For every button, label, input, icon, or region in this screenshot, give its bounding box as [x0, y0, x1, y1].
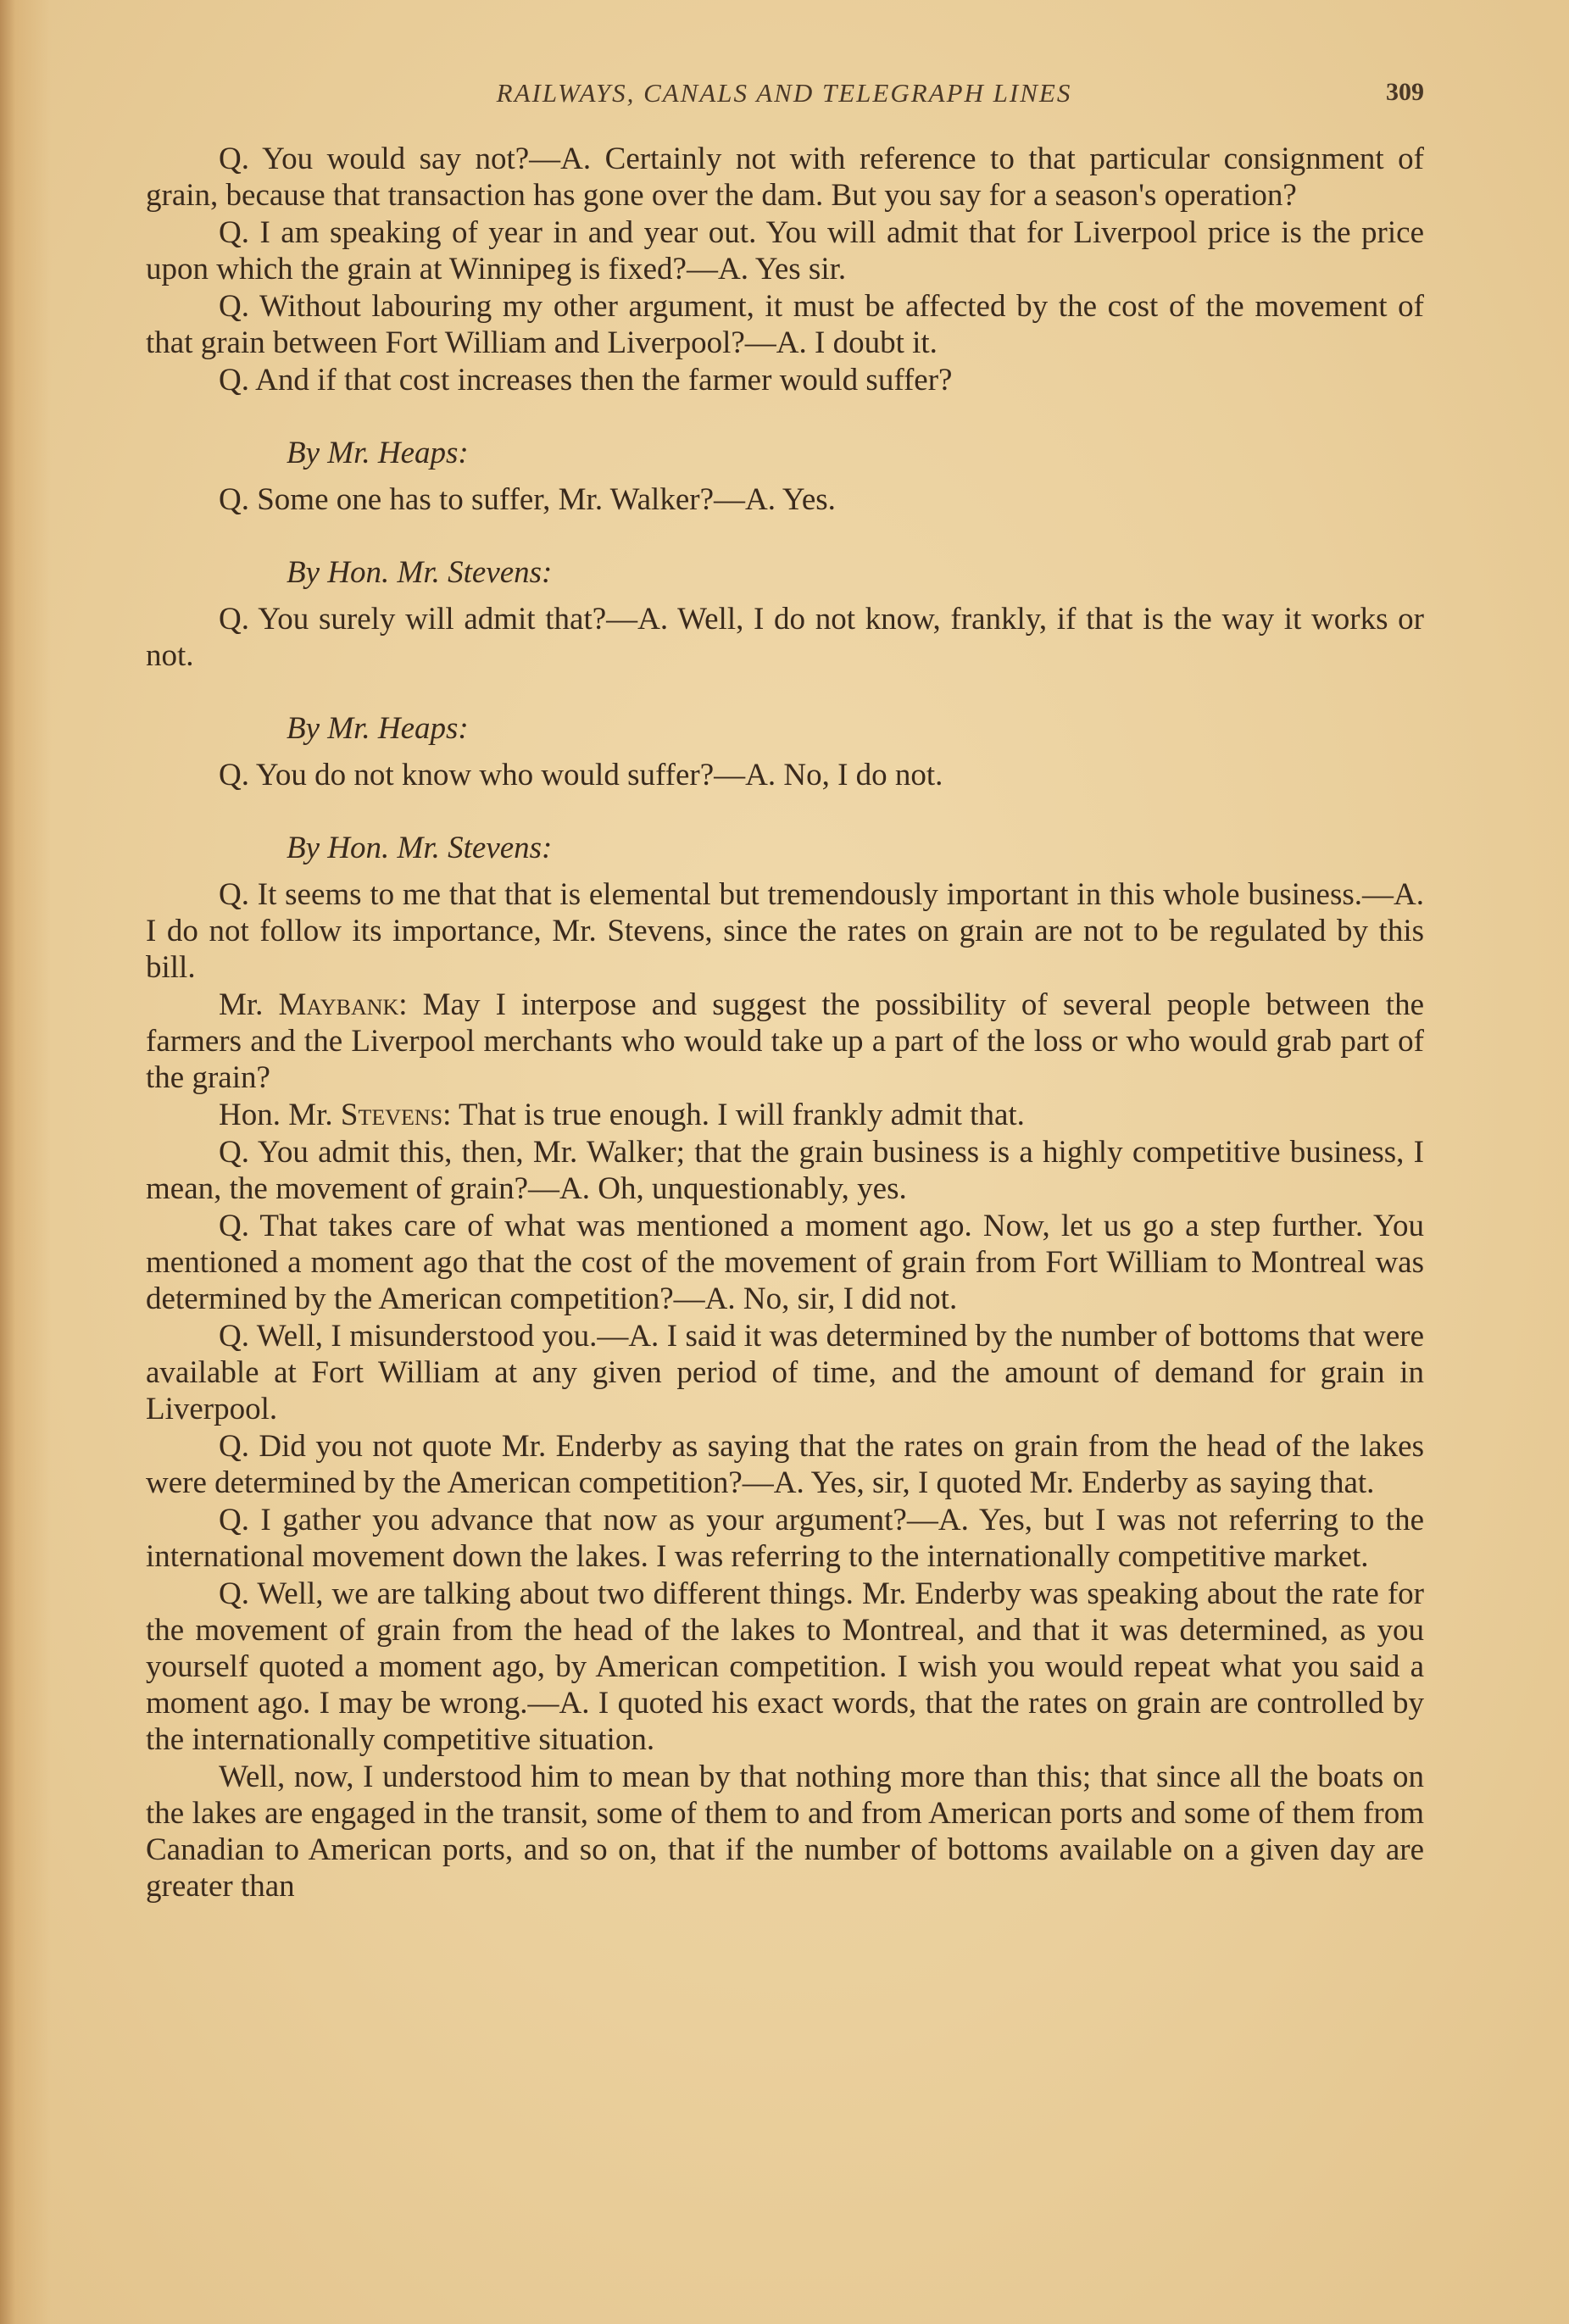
paragraph: [146, 1318, 1424, 1427]
paragraph-text: Q. Well, I misunderstood you.—A. I said it was determined by the number of bottoms that were available at Fort William at any given period of time, and the amount of demand for grain in Liverpool.: [146, 1319, 1424, 1426]
paragraph: [146, 1428, 1424, 1501]
paragraph: [146, 481, 1424, 518]
speaker-paragraph: [146, 1097, 1424, 1133]
paragraph-text: Q. You would say not?—A. Certainly not with reference to that particular consignment of grain, because that transaction has gone over the dam. But you say for a season's operation?: [146, 142, 1424, 213]
paragraph: [146, 876, 1424, 986]
speaker-name: Stevens: [340, 1098, 443, 1132]
paragraph: [146, 1759, 1424, 1904]
speaker-paragraph: [146, 987, 1424, 1096]
paragraph-text: Q. I gather you advance that now as your argument?—A. Yes, but I was not referring to the international movement down the lakes. I was referring to the internationally competitive market.: [146, 1503, 1424, 1574]
paragraph-text: : May I interpose and suggest the possibility of several people between the farmers and the Liverpool merchants who would take up a part of the loss or who would grab part of the grain?: [146, 987, 1424, 1095]
running-title: RAILWAYS, CANALS AND TELEGRAPH LINES: [496, 78, 1072, 108]
speaker-heading: By Mr. Heaps:: [287, 436, 469, 470]
paragraph-text: Q. That takes care of what was mentioned a moment ago. Now, let us go a step further. You mentioned a moment ago that the cost of the movement of grain from Fort William to Montreal was determined by the American competition?—A. No, sir, I did not.: [146, 1209, 1424, 1316]
paragraph: [146, 288, 1424, 361]
paragraph-text: Q. I am speaking of year in and year out. You will admit that for Liverpool price is the price upon which the grain at Winnipeg is fixed?—A. Yes sir.: [146, 215, 1424, 286]
paragraph-text: Q. Well, we are talking about two different things. Mr. Enderby was speaking about the rate for the movement of grain from the head of the lakes to Montreal, and that it was determined, as you yourself quoted a moment ago, by American competition. I wish you would repeat what you said a moment ago. I may be wrong.—A. I quoted his exact words, that the rates on grain are controlled by the internationally competitive situation.: [146, 1576, 1424, 1757]
page-number: 309: [1386, 78, 1424, 106]
paragraph-text: : That is true enough. I will frankly admit that.: [442, 1098, 1025, 1132]
speaker-name: Maybank: [278, 987, 399, 1022]
paragraph: [146, 1208, 1424, 1317]
paragraph: [146, 1134, 1424, 1207]
paragraph-text: Q. You admit this, then, Mr. Walker; that the grain business is a highly competitive business, I mean, the movement of grain?—A. Oh, unquestionably, yes.: [146, 1135, 1424, 1206]
paragraph-text: Q. It seems to me that that is elemental but tremendously important in this whole business.—A. I do not follow its importance, Mr. Stevens, since the rates on grain are not to be regulated by this bill.: [146, 877, 1424, 985]
paragraph: [146, 601, 1424, 674]
paragraph: [146, 214, 1424, 287]
paragraph: [146, 757, 1424, 793]
paragraph-text: Q. Some one has to suffer, Mr. Walker?—A. Yes.: [219, 482, 836, 517]
paragraph: [146, 362, 1424, 398]
speaker-heading: By Mr. Heaps:: [287, 711, 469, 746]
speaker-heading: By Hon. Mr. Stevens:: [287, 831, 553, 865]
speaker-heading: By Hon. Mr. Stevens:: [287, 555, 553, 590]
paragraph-text: Q. You surely will admit that?—A. Well, I do not know, frankly, if that is the way it works or not.: [146, 602, 1424, 673]
paragraph: [146, 1502, 1424, 1575]
paragraph-text: Q. Did you not quote Mr. Enderby as saying that the rates on grain from the head of the lakes were determined by the American competition?—A. Yes, sir, I quoted Mr. Enderby as saying that.: [146, 1429, 1424, 1500]
paragraph: [146, 141, 1424, 214]
speaker-prefix: Mr.: [219, 987, 279, 1022]
paragraph-text: Q. And if that cost increases then the farmer would suffer?: [219, 363, 953, 398]
paragraph-text: Q. Without labouring my other argument, it must be affected by the cost of the movement of that grain between Fort William and Liverpool?—A. I doubt it.: [146, 289, 1424, 360]
page-header: [144, 78, 1424, 112]
paragraph-text: Q. You do not know who would suffer?—A. No, I do not.: [219, 758, 943, 792]
paragraph: [146, 1576, 1424, 1758]
speaker-prefix: Hon. Mr.: [219, 1098, 341, 1132]
paragraph-text: Well, now, I understood him to mean by that nothing more than this; that since all the boats on the lakes are engaged in the transit, some of them to and from American ports and some of them from Canadian to American ports, and so on, that if the number of bottoms available on a given day are greater than: [146, 1760, 1424, 1904]
page-body: [146, 141, 1424, 1905]
